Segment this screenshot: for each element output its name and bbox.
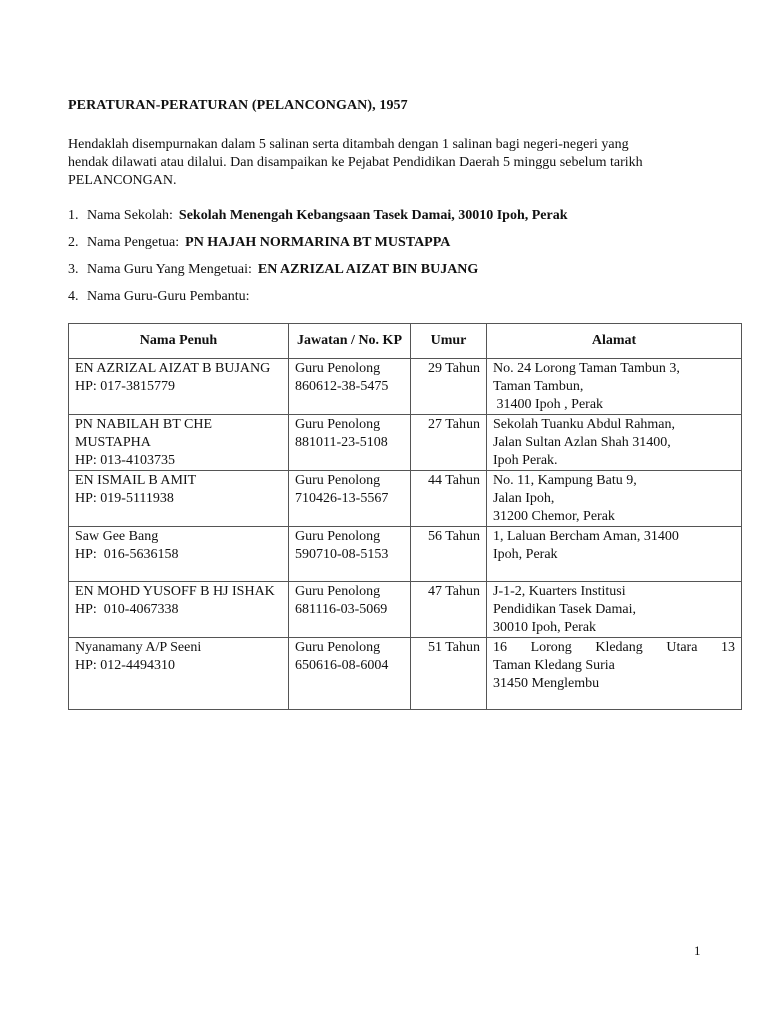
address-line: Sekolah Tuanku Abdul Rahman, <box>493 417 676 432</box>
item-value: Sekolah Menengah Kebangsaan Tasek Damai, 30010 Ipoh, Perak <box>178 208 568 223</box>
name-line: Nyanamany A/P Seeni <box>75 640 202 655</box>
table-row <box>69 415 742 471</box>
cell-age: 27 Tahun <box>411 415 487 471</box>
item-number: 1. <box>68 208 79 223</box>
phone-line: HP: 012-4494310 <box>75 658 175 673</box>
item-number: 4. <box>68 289 79 304</box>
intro-line: Hendaklah disempurnakan dalam 5 salinan serta ditambah dengan 1 salinan bagi negeri-negeri yang <box>68 137 629 152</box>
cell-address <box>487 638 742 710</box>
name-line: Saw Gee Bang <box>75 529 159 544</box>
item-lead-teacher <box>68 261 478 279</box>
address-line: J-1-2, Kuarters Institusi <box>493 584 626 599</box>
phone-line: HP: 019-5111938 <box>75 491 174 506</box>
address-line: Pendidikan Tasek Damai, <box>493 602 637 617</box>
address-line: 31400 Ipoh , Perak <box>493 397 604 412</box>
cell-address <box>487 415 742 471</box>
cell-address <box>487 471 742 527</box>
cell-address <box>487 527 742 582</box>
name-line: EN ISMAIL B AMIT <box>75 473 197 488</box>
table-row <box>69 471 742 527</box>
header-address: Alamat <box>487 324 742 359</box>
address-line: Taman Kledang Suria <box>493 658 615 673</box>
cell-position <box>289 582 411 638</box>
position-line: Guru Penolong <box>295 417 381 432</box>
position-line: Guru Penolong <box>295 361 381 376</box>
address-line: No. 24 Lorong Taman Tambun 3, <box>493 361 680 376</box>
item-number: 3. <box>68 262 79 277</box>
ic-line: 650616-08-6004 <box>295 658 389 673</box>
item-school-name <box>68 207 568 225</box>
item-value: EN AZRIZAL AIZAT BIN BUJANG <box>257 262 479 277</box>
cell-age: 44 Tahun <box>411 471 487 527</box>
assistant-teachers-table <box>68 323 742 710</box>
cell-name <box>69 638 289 710</box>
table-row <box>69 359 742 415</box>
table-row <box>69 527 742 582</box>
cell-name <box>69 582 289 638</box>
table-header-row <box>69 324 742 359</box>
phone-line: HP: 013-4103735 <box>75 453 175 468</box>
header-position-ic: Jawatan / No. KP <box>289 324 411 359</box>
item-label: Nama Pengetua: <box>87 235 180 250</box>
phone-line: HP: 017-3815779 <box>75 379 175 394</box>
address-line: Ipoh Perak. <box>493 453 558 468</box>
address-line: 31450 Menglembu <box>493 676 600 691</box>
intro-line: hendak dilawati atau dilalui. Dan disampaikan ke Pejabat Pendidikan Daerah 5 minggu sebelum tarikh <box>68 155 643 170</box>
name-line: PN NABILAH BT CHE <box>75 417 213 432</box>
item-label: Nama Guru-Guru Pembantu: <box>87 289 250 304</box>
cell-name <box>69 415 289 471</box>
cell-name <box>69 471 289 527</box>
address-line: 30010 Ipoh, Perak <box>493 620 597 635</box>
item-principal-name <box>68 234 450 252</box>
address-line: Jalan Ipoh, <box>493 491 555 506</box>
cell-position <box>289 527 411 582</box>
intro-line: PELANCONGAN. <box>68 173 177 188</box>
item-label: Nama Guru Yang Mengetuai: <box>87 262 252 277</box>
document-title: PERATURAN-PERATURAN (PELANCONGAN), 1957 <box>68 98 408 113</box>
cell-age: 56 Tahun <box>411 527 487 582</box>
cell-age: 29 Tahun <box>411 359 487 415</box>
cell-address <box>487 359 742 415</box>
ic-line: 710426-13-5567 <box>295 491 389 506</box>
address-line: No. 11, Kampung Batu 9, <box>493 473 637 488</box>
position-line: Guru Penolong <box>295 584 381 599</box>
cell-address <box>487 582 742 638</box>
table-row <box>69 638 742 710</box>
cell-position <box>289 415 411 471</box>
item-assistant-teachers <box>68 288 250 306</box>
item-label: Nama Sekolah: <box>87 208 173 223</box>
address-line: Ipoh, Perak <box>493 547 558 562</box>
name-line: EN MOHD YUSOFF B HJ ISHAK <box>75 584 275 599</box>
table-row <box>69 582 742 638</box>
item-number: 2. <box>68 235 79 250</box>
item-value: PN HAJAH NORMARINA BT MUSTAPPA <box>185 235 451 250</box>
position-line: Guru Penolong <box>295 529 381 544</box>
phone-line: HP: 016-5636158 <box>75 547 179 562</box>
ic-line: 860612-38-5475 <box>295 379 389 394</box>
ic-line: 590710-08-5153 <box>295 547 389 562</box>
address-line: 16 Lorong Kledang Utara 13 <box>493 640 735 655</box>
ic-line: 681116-03-5069 <box>295 602 388 617</box>
address-line: 31200 Chemor, Perak <box>493 509 615 524</box>
name-line: MUSTAPHA <box>75 435 151 450</box>
position-line: Guru Penolong <box>295 473 381 488</box>
address-line: 1, Laluan Bercham Aman, 31400 <box>493 529 679 544</box>
cell-position <box>289 638 411 710</box>
intro-paragraph <box>68 136 708 190</box>
cell-age: 47 Tahun <box>411 582 487 638</box>
ic-line: 881011-23-5108 <box>295 435 388 450</box>
position-line: Guru Penolong <box>295 640 381 655</box>
cell-position <box>289 471 411 527</box>
cell-age: 51 Tahun <box>411 638 487 710</box>
name-line: EN AZRIZAL AIZAT B BUJANG <box>75 361 271 376</box>
phone-line: HP: 010-4067338 <box>75 602 179 617</box>
cell-name <box>69 359 289 415</box>
cell-name <box>69 527 289 582</box>
address-line: Taman Tambun, <box>493 379 584 394</box>
cell-position <box>289 359 411 415</box>
page-number: 1 <box>694 943 701 958</box>
header-age: Umur <box>411 324 487 359</box>
address-line: Jalan Sultan Azlan Shah 31400, <box>493 435 671 450</box>
header-full-name: Nama Penuh <box>69 324 289 359</box>
